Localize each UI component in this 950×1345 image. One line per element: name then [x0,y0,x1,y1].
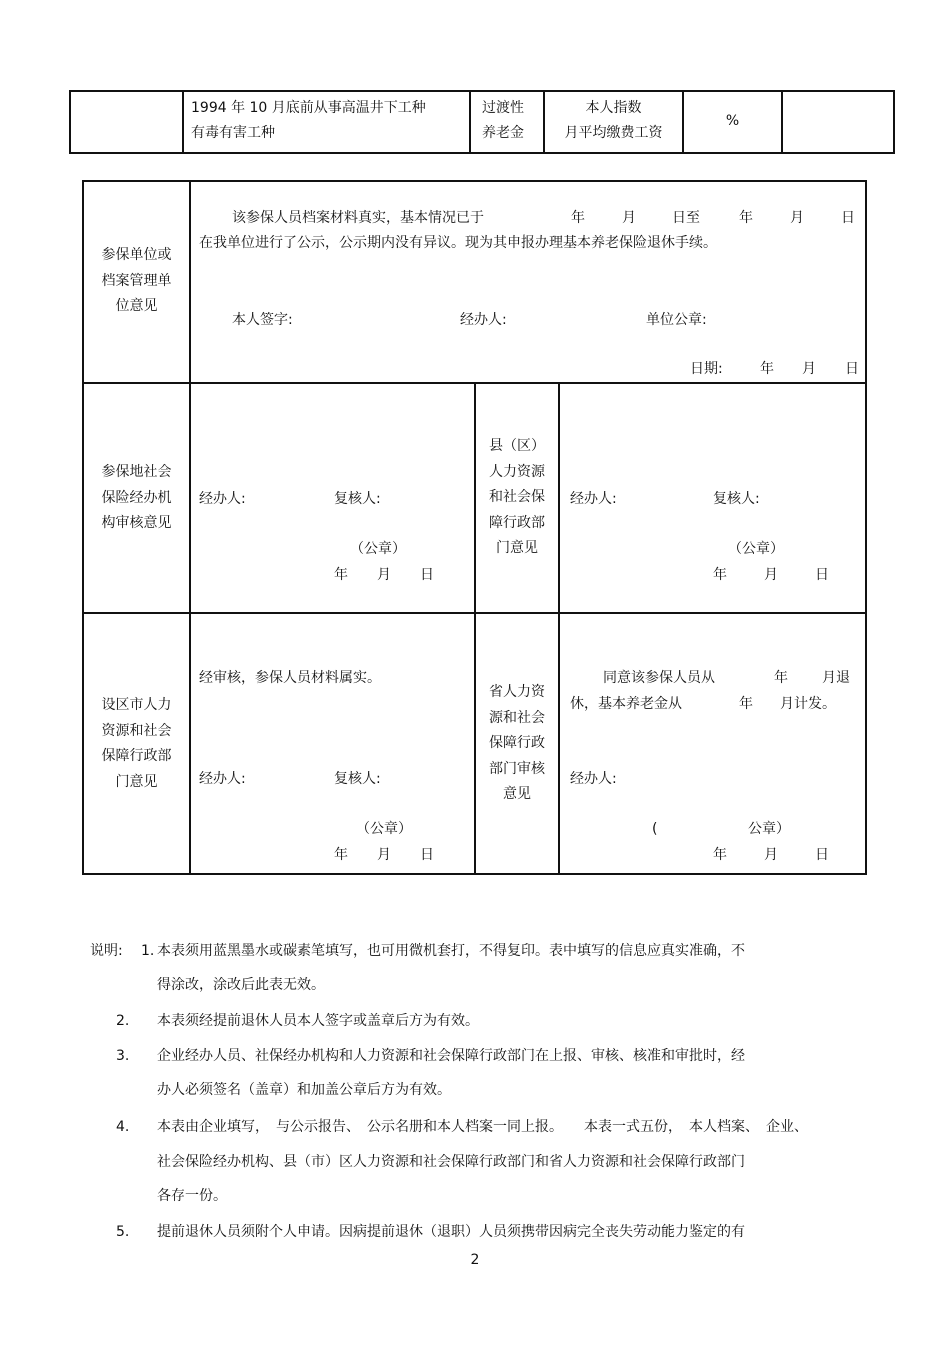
reviewer-label: 复核人: [713,491,760,507]
seal-label: （公章） [356,821,412,837]
date-month: 月 [764,847,778,863]
date-day: 日 [815,847,829,863]
notes-heading: 说明: [90,943,123,959]
county-dept-label: 县（区） 人力资源 和社会保 障行政部 门意见 [489,438,545,556]
date-year: 年 [739,210,753,226]
note-2-line1: 本表须经提前退休人员本人签字或盖章后方为有效。 [157,1013,479,1029]
handler-label: 经办人: [570,491,617,507]
date-year: 年 [334,567,348,583]
pension-start-month: 月计发。 [780,696,836,712]
unit-statement-line2: 在我单位进行了公示，公示期内没有异议。现为其申报办理基本养老保险退休手续。 [199,235,717,251]
date-label: 日期: [690,361,723,377]
province-dept-label: 省人力资 源和社会 保障行政 部门审核 意见 [489,684,545,802]
handler-label: 经办人: [570,771,617,787]
note-5-line1: 提前退休人员须附个人申请。因病提前退休（退职）人员须携带因病完全丧失劳动能力鉴定的有 [157,1224,745,1240]
social-agency-label: 参保地社会 保险经办机 构审核意见 [101,464,172,531]
note-1-line1: 本表须用蓝黑墨水或碳素笔填写，也可用微机套打，不得复印。表中填写的信息应真实准确，不 [157,943,745,959]
date-month: 月 [377,847,391,863]
date-day: 日 [815,567,829,583]
seal-label: （公章） [728,541,784,557]
unit-seal-label: 单位公章: [646,312,707,328]
city-statement: 经审核，参保人员材料属实。 [199,670,381,686]
seal-label: （公章） [350,541,406,557]
date-year: 年 [713,847,727,863]
date-month: 月 [764,567,778,583]
handler-label: 经办人: [199,491,246,507]
reviewer-label: 复核人: [334,491,381,507]
pension-label-line1: 过渡性 [482,100,524,116]
date-day-to: 日至 [672,210,700,226]
unit-statement-start: 该参保人员档案材料真实，基本情况已于 [232,210,484,226]
unit-opinion-label: 参保单位或 档案管理单 位意见 [101,247,172,314]
city-dept-label: 设区市人力 资源和社会 保障行政部 门意见 [101,697,172,790]
handler-label: 经办人: [460,312,507,328]
note-number: 3. [116,1048,130,1064]
index-label-line2: 月平均缴费工资 [564,125,663,141]
date-year: 年 [774,670,788,686]
note-3-line2: 办人必须签名（盖章）和加盖公章后方为有效。 [157,1082,451,1098]
note-4-line3: 各存一份。 [157,1188,227,1204]
note-number: 2. [116,1013,130,1029]
date-year: 年 [334,847,348,863]
handler-label: 经办人: [199,771,246,787]
seal-label: 公章） [748,821,790,837]
note-1-line2: 得涂改，涂改后此表无效。 [157,977,325,993]
percent-symbol: % [725,113,740,129]
province-agree-start: 同意该参保人员从 [603,670,715,686]
note-number: 1. [141,943,155,959]
date-day: 日 [841,210,855,226]
page-number: 2 [470,1252,480,1268]
date-day: 日 [845,361,859,377]
province-line2-start: 休，基本养老金从 [570,696,682,712]
date-month: 月 [622,210,636,226]
percent-value-cell[interactable] [783,92,893,152]
reviewer-label: 复核人: [334,771,381,787]
note-number: 4. [116,1119,130,1135]
seal-open-paren: ( [652,821,658,837]
date-year: 年 [571,210,585,226]
date-day: 日 [420,567,434,583]
note-4-line1: 本表由企业填写， 与公示报告、 公示名册和本人档案一同上报。 本表一式五份， 本人档案、 企业、 [157,1119,808,1135]
note-3-line1: 企业经办人员、社保经办机构和人力资源和社会保障行政部门在上报、审核、核准和审批时，经 [157,1048,745,1064]
date-year: 年 [760,361,774,377]
retire-month: 月退 [822,670,850,686]
date-month: 月 [790,210,804,226]
index-label-line1: 本人指数 [585,100,642,116]
date-month: 月 [802,361,816,377]
date-year: 年 [739,696,753,712]
condition-text-line2: 有毒有害工种 [191,125,275,141]
condition-text-line1: 1994 年 10 月底前从事高温井下工种 [191,100,426,116]
pension-label-line2: 养老金 [482,125,524,141]
date-month: 月 [377,567,391,583]
note-number: 5. [116,1224,130,1240]
self-sign-label: 本人签字: [232,312,293,328]
note-4-line2: 社会保险经办机构、县（市）区人力资源和社会保障行政部门和省人力资源和社会保障行政部门 [157,1154,745,1170]
date-day: 日 [420,847,434,863]
date-year: 年 [713,567,727,583]
